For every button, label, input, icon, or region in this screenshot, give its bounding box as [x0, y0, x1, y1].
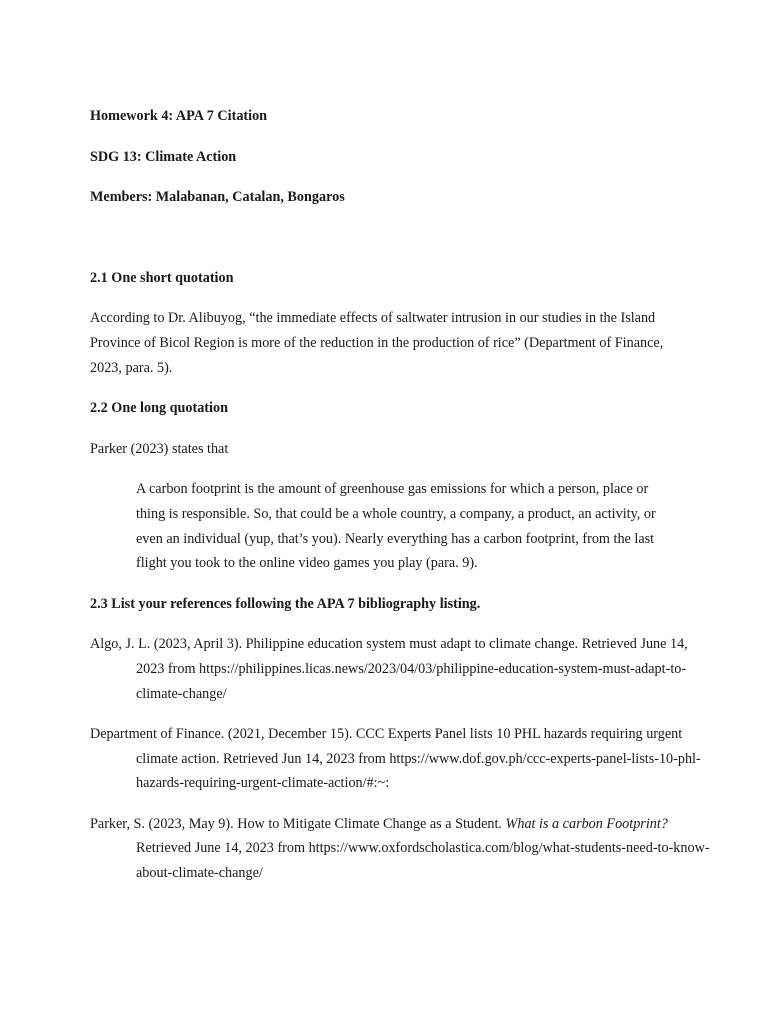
reference-item-dof: Department of Finance. (2021, December 15). CCC Experts Panel lists 10 PHL hazards requiring urgent climate action. Retrieved Jun 14, 2023 from https://www.dof.gov.ph/ccc-experts-panel-lists-10-phl-hazards-requiring-urgent-climate-action/#:~: — [90, 726, 701, 792]
reference-parker-title: What is a carbon Footprint? — [505, 815, 668, 832]
homework-title: Homework 4: APA 7 Citation — [90, 108, 268, 124]
references-heading: 2.3 List your references following the APA 7 bibliography listing. — [90, 595, 481, 612]
long-quotation-intro: Parker (2023) states that — [90, 440, 229, 457]
reference-item-algo: Algo, J. L. (2023, April 3). Philippine education system must adapt to climate change. Retrieved June 14, 2023 from https://philippines.licas.news/2023/04/03/philippine-education-system-must-adapt-to-climate-change/ — [90, 636, 688, 702]
document-content — [90, 104, 710, 886]
sdg-title: SDG 13: Climate Action — [90, 148, 237, 165]
short-quotation-paragraph: According to Dr. Alibuyog, “the immediate effects of saltwater intrusion in our studies in the Island Province of Bicol Region is more of the reduction in the production of rice” (Department of Finance, 2023, para. 5). — [90, 310, 664, 376]
reference-parker-main: Parker, S. (2023, May 9). How to Mitigate Climate Change as a Student. — [90, 815, 506, 832]
short-quotation-heading: 2.1 One short quotation — [90, 269, 234, 286]
block-quotation: A carbon footprint is the amount of greenhouse gas emissions for which a person, place or thing is responsible. So, that could be a whole country, a company, a product, an activity, or even an individual (yup, that’s you). Nearly everything has a carbon footprint, from the last flight you took to the online video games you play (para. 9). — [136, 481, 656, 572]
long-quotation-heading: 2.2 One long quotation — [90, 400, 228, 417]
members-line: Members: Malabanan, Catalan, Bongaros — [90, 189, 345, 206]
reference-item-parker — [90, 812, 716, 886]
reference-parker-retrieved: Retrieved June 14, 2023 from https://www.oxfordscholastica.com/blog/what-students-need-to-know-about-climate-change/ — [136, 840, 710, 882]
